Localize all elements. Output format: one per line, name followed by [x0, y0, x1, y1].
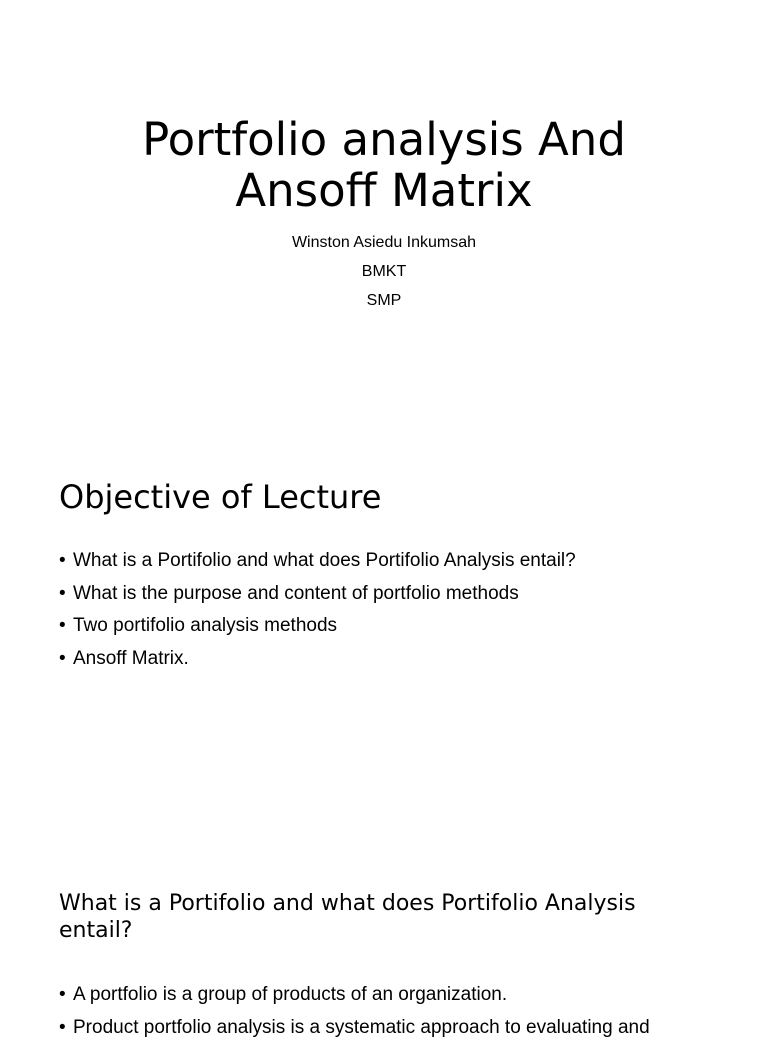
portfolio-bullet-list	[59, 979, 759, 1044]
list-item	[59, 643, 759, 676]
list-item	[59, 979, 759, 1012]
list-item-text: What is a Portifolio and what does Portifolio Analysis entail?	[73, 550, 576, 571]
bullet-icon: •	[59, 578, 66, 611]
bullet-icon: •	[59, 979, 66, 1012]
title-line-2: Ansoff Matrix	[235, 164, 532, 217]
list-item-text: A portfolio is a group of products of an organization.	[73, 984, 507, 1005]
author-name: Winston Asiedu Inkumsah	[0, 228, 768, 257]
list-item-text: What is the purpose and content of portfolio methods	[73, 583, 519, 604]
list-item	[59, 545, 759, 578]
portfolio-heading: What is a Portifolio and what does Portifolio Analysis entail?	[59, 890, 709, 944]
bullet-icon: •	[59, 610, 66, 643]
objective-heading: Objective of Lecture	[59, 477, 381, 517]
bullet-icon: •	[59, 1012, 66, 1044]
objective-bullet-list	[59, 545, 759, 675]
list-item-text: Product portfolio analysis is a systematic approach to evaluating and	[73, 1017, 650, 1038]
subtitle-block	[0, 228, 768, 315]
list-item-text: Two portifolio analysis methods	[73, 615, 337, 636]
list-item	[59, 578, 759, 611]
course-code: SMP	[0, 286, 768, 315]
title-line-1: Portfolio analysis And	[142, 113, 626, 166]
program-name: BMKT	[0, 257, 768, 286]
list-item-text: Ansoff Matrix.	[73, 648, 189, 669]
list-item	[59, 1012, 759, 1044]
presentation-title	[0, 114, 768, 216]
bullet-icon: •	[59, 643, 66, 676]
title-slide	[0, 0, 768, 400]
bullet-icon: •	[59, 545, 66, 578]
list-item	[59, 610, 759, 643]
